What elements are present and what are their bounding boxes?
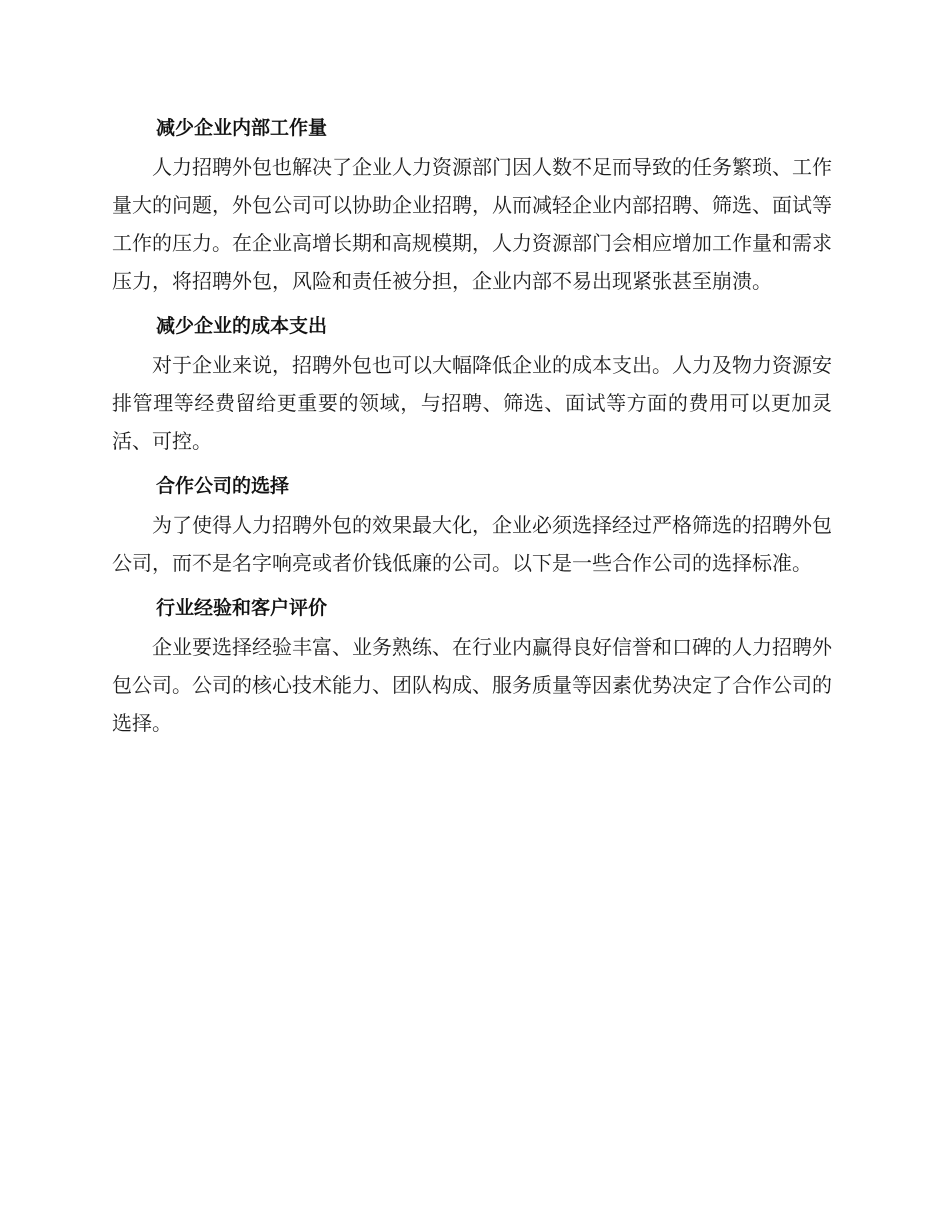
section-paragraph: 人力招聘外包也解决了企业人力资源部门因人数不足而导致的任务繁琐、工作量大的问题，外包公司可以协助企业招聘，从而减轻企业内部招聘、筛选、面试等工作的压力。在企业高增长期和高规模期，人力资源部门会相应增加工作量和需求压力，将招聘外包，风险和责任被分担，企业内部不易出现紧张甚至崩溃。 (112, 155, 832, 293)
section-heading: 减少企业的成本支出 (156, 315, 328, 337)
section-reduce-workload (112, 108, 832, 300)
document-page (112, 108, 832, 748)
section-reduce-cost (112, 306, 832, 460)
section-paragraph: 为了使得人力招聘外包的效果最大化，企业必须选择经过严格筛选的招聘外包公司，而不是名字响亮或者价钱低廉的公司。以下是一些合作公司的选择标准。 (112, 513, 832, 575)
section-heading: 减少企业内部工作量 (156, 117, 328, 139)
section-heading: 合作公司的选择 (156, 475, 290, 497)
section-paragraph: 对于企业来说，招聘外包也可以大幅降低企业的成本支出。人力及物力资源安排管理等经费留给更重要的领域，与招聘、筛选、面试等方面的费用可以更加灵活、可控。 (112, 353, 832, 453)
section-partner-selection (112, 466, 832, 582)
section-heading: 行业经验和客户评价 (156, 597, 328, 619)
section-experience-reviews (112, 588, 832, 742)
section-paragraph: 企业要选择经验丰富、业务熟练、在行业内赢得良好信誉和口碑的人力招聘外包公司。公司的核心技术能力、团队构成、服务质量等因素优势决定了合作公司的选择。 (112, 635, 832, 735)
